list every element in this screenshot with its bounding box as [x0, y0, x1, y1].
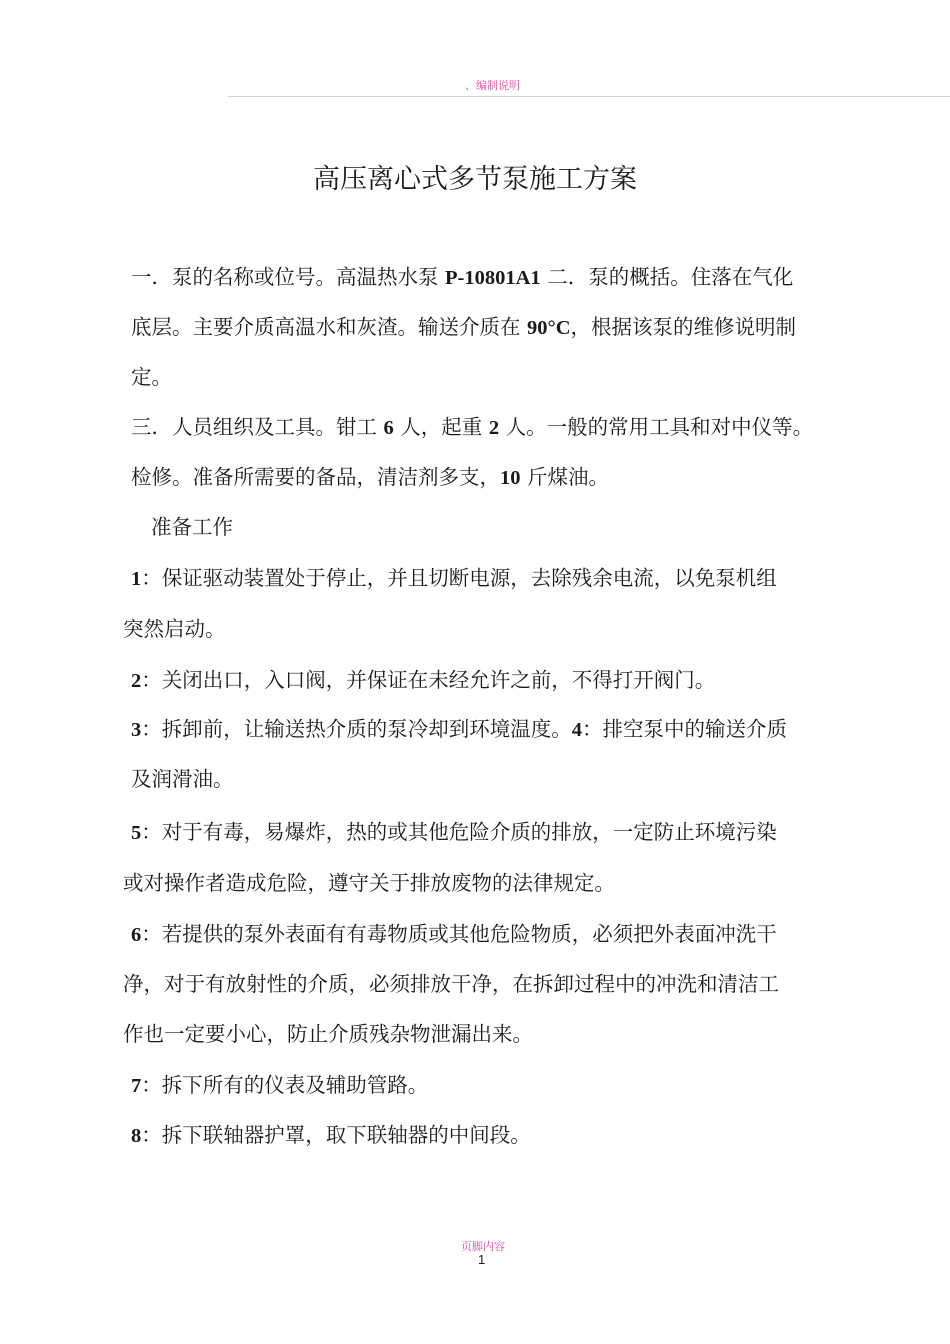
item-number: 4 [571, 719, 582, 741]
text-run: 底层。主要介质高温水和灰渣。输送介质在 [131, 315, 528, 339]
text-run: 或对操作者造成危险，遵守关于排放废物的法律规定。 [123, 871, 615, 895]
text-run: 净，对于有放射性的介质，必须排放干净，在拆卸过程中的冲洗和清洁工 [123, 972, 779, 996]
text-run: 突然启动。 [123, 617, 226, 641]
item-number: 8 [131, 1125, 142, 1147]
list-item [131, 919, 777, 950]
pump-tag: P-10801A1 [445, 267, 541, 289]
text-run: 一．泵的名称或位号。高温热水泵 [131, 265, 446, 289]
item-number: 2 [131, 670, 142, 692]
text-run: 三．人员组织及工具。钳工 [131, 415, 384, 439]
item-number: 6 [131, 924, 142, 946]
text-run: 斤煤油。 [520, 465, 610, 489]
list-item [131, 1070, 428, 1101]
temperature-value: 90°C [527, 317, 571, 339]
text-run: ：若提供的泵外表面有有毒物质或其他危险物质，必须把外表面冲洗干 [141, 922, 777, 946]
text-run: ：拆卸前，让输送热介质的泵冷却到环境温度。 [141, 717, 572, 741]
paragraph-line [131, 362, 172, 392]
text-run: 二．泵的概括。住落在气化 [540, 265, 794, 289]
kerosene-amount: 10 [500, 467, 521, 489]
header-comment: 、编制说明 [465, 79, 520, 92]
text-run: 人，起重 [393, 415, 489, 439]
text-run: ，根据该泵的维修说明制 [570, 315, 797, 339]
list-item [131, 714, 787, 745]
item-number: 5 [131, 822, 142, 844]
item-number: 3 [131, 719, 142, 741]
paragraph-line [123, 1019, 533, 1049]
section-heading [151, 512, 233, 542]
paragraph-line [123, 868, 615, 898]
item-number: 7 [131, 1075, 142, 1097]
list-item [131, 563, 777, 594]
paragraph-line [123, 969, 779, 999]
text-run: 人。一般的常用工具和对中仪等。 [499, 415, 814, 439]
paragraph-line [131, 462, 609, 493]
text-run: 及润滑油。 [131, 767, 234, 791]
page-number: 1 [478, 1252, 486, 1267]
paragraph-line [131, 412, 813, 443]
document-title: 高压离心式多节泵施工方案 [313, 164, 637, 195]
footer-comment: 页脚内容 [461, 1240, 505, 1253]
list-item [131, 665, 715, 696]
text-run: 检修。准备所需要的备品，清洁剂多支， [131, 465, 500, 489]
paragraph-line [131, 262, 793, 293]
text-run: 定。 [131, 365, 172, 389]
fitter-count: 6 [383, 417, 394, 439]
list-item [131, 817, 777, 848]
text-run: ：关闭出口，入口阀，并保证在未经允许之前，不得打开阀门。 [141, 668, 716, 692]
text-run: ：排空泵中的输送介质 [582, 717, 787, 741]
text-run: ：拆下联轴器护罩，取下联轴器的中间段。 [141, 1123, 531, 1147]
paragraph-line [123, 614, 226, 644]
text-run: ：保证驱动装置处于停止，并且切断电源，去除残余电流，以免泵机组 [141, 566, 777, 590]
header-rule [228, 96, 950, 97]
paragraph-line [131, 312, 796, 343]
rigger-count: 2 [488, 417, 500, 439]
item-number: 1 [131, 568, 142, 590]
text-run: ：对于有毒，易爆炸，热的或其他危险介质的排放，一定防止环境污染 [141, 820, 777, 844]
paragraph-line [131, 764, 234, 794]
list-item [131, 1120, 531, 1151]
text-run: 准备工作 [151, 515, 233, 539]
text-run: 作也一定要小心，防止介质残杂物泄漏出来。 [123, 1022, 533, 1046]
text-run: ：拆下所有的仪表及辅助管路。 [141, 1073, 429, 1097]
